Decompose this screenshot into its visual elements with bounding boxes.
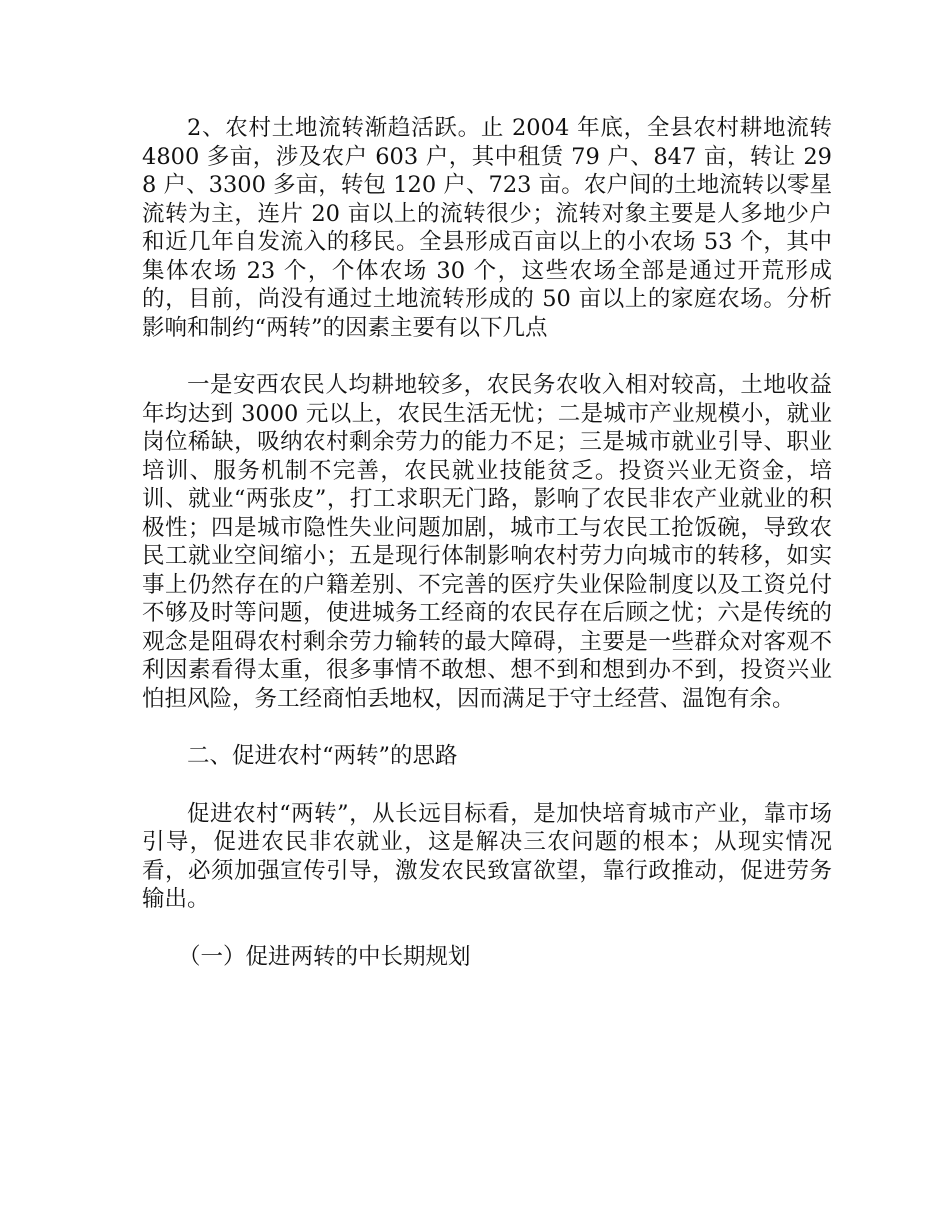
paragraph-approach: 促进农村“两转”，从长远目标看，是加快培育城市产业，靠市场引导，促进农民非农就业，这是解决三农问题的根本；从现实情况看，必须加强宣传引导，激发农民致富欲望，靠行政推动，促进劳务输出。 <box>142 800 832 912</box>
document-page <box>142 114 832 971</box>
paragraph-land-transfer: 2、农村土地流转渐趋活跃。止 2004 年底，全县农村耕地流转 4800 多亩，涉及农户 603 户，其中租赁 79 户、847 亩，转让 298 户、3300 多亩，转包 120 户、723 亩。农户间的土地流转以零星流转为主，连片 20 亩以上的流转很少；流转对象主要是人多地少户和近几年自发流入的移民。全县形成百亩以上的小农场 53 个，其中集体农场 23 个，个体农场 30 个，这些农场全部是通过开荒形成的，目前，尚没有通过土地流转形成的 50 亩以上的家庭农场。分析影响和制约“两转”的因素主要有以下几点 <box>142 115 832 341</box>
section-heading: 二、促进农村“两转”的思路 <box>187 743 458 769</box>
paragraph-constraining-factors: 一是安西农民人均耕地较多，农民务农收入相对较高，土地收益年均达到 3000 元以上，农民生活无忧；二是城市产业规模小，就业岗位稀缺，吸纳农村剩余劳力的能力不足；三是城市就业引导、职业培训、服务机制不完善，农民就业技能贫乏。投资兴业无资金，培训、就业“两张皮”，打工求职无门路，影响了农民非农产业就业的积极性；四是城市隐性失业问题加剧，城市工与农民工抢饭碗，导致农民工就业空间缩小；五是现行体制影响农村劳力向城市的转移，如实事上仍然存在的户籍差别、不完善的医疗失业保险制度以及工资兑付不够及时等问题，使进城务工经商的农民存在后顾之忧；六是传统的观念是阻碍农村剩余劳力输转的最大障碍，主要是一些群众对客观不利因素看得太重，很多事情不敢想、想不到和想到办不到，投资兴业怕担风险，务工经商怕丢地权，因而满足于守土经营、温饱有余。 <box>142 372 832 712</box>
subsection-heading: （一）促进两转的中长期规划 <box>178 943 471 970</box>
